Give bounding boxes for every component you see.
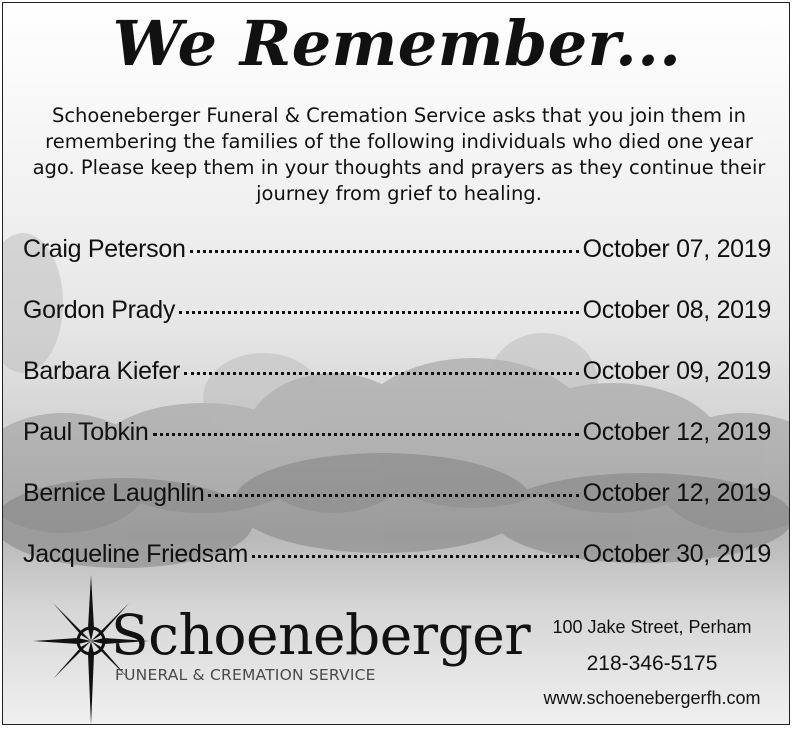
dot-leader bbox=[252, 555, 579, 558]
list-item bbox=[23, 235, 771, 296]
entry-date: October 08, 2019 bbox=[582, 296, 771, 324]
dot-leader bbox=[153, 433, 579, 436]
list-item bbox=[23, 296, 771, 357]
entry-date: October 30, 2019 bbox=[582, 540, 771, 568]
entry-name: Paul Tobkin bbox=[23, 418, 149, 446]
remembrance-list bbox=[23, 235, 771, 601]
intro-paragraph: Schoeneberger Funeral & Cremation Service asks that you join them in remembering the families of the following individuals who died one year ago. Please keep them in your thoughts and prayers as they continue their journey from grief to healing. bbox=[32, 104, 766, 205]
list-item bbox=[23, 357, 771, 418]
website: www.schoenebergerfh.com bbox=[543, 688, 761, 708]
dot-leader bbox=[179, 311, 579, 314]
phone-number: 218-346-5175 bbox=[586, 652, 718, 675]
address: 100 Jake Street, Perham bbox=[552, 617, 752, 637]
logo-subtitle: FUNERAL & CREMATION SERVICE bbox=[115, 666, 376, 684]
dot-leader bbox=[208, 494, 578, 497]
headline: We Remember... bbox=[112, 7, 682, 80]
entry-name: Craig Peterson bbox=[23, 235, 186, 263]
remembrance-ad bbox=[2, 2, 790, 725]
dot-leader bbox=[190, 250, 579, 253]
entry-date: October 12, 2019 bbox=[582, 479, 771, 507]
entry-name: Barbara Kiefer bbox=[23, 357, 180, 385]
entry-name: Jacqueline Friedsam bbox=[23, 540, 248, 568]
logo-wordmark: Schoeneberger bbox=[111, 603, 531, 667]
dot-leader bbox=[184, 372, 579, 375]
entry-name: Gordon Prady bbox=[23, 296, 176, 324]
list-item bbox=[23, 418, 771, 479]
entry-name: Bernice Laughlin bbox=[23, 479, 205, 507]
list-item bbox=[23, 479, 771, 540]
entry-date: October 07, 2019 bbox=[582, 235, 771, 263]
contact-block bbox=[533, 615, 771, 711]
entry-date: October 09, 2019 bbox=[582, 357, 771, 385]
entry-date: October 12, 2019 bbox=[582, 418, 771, 446]
